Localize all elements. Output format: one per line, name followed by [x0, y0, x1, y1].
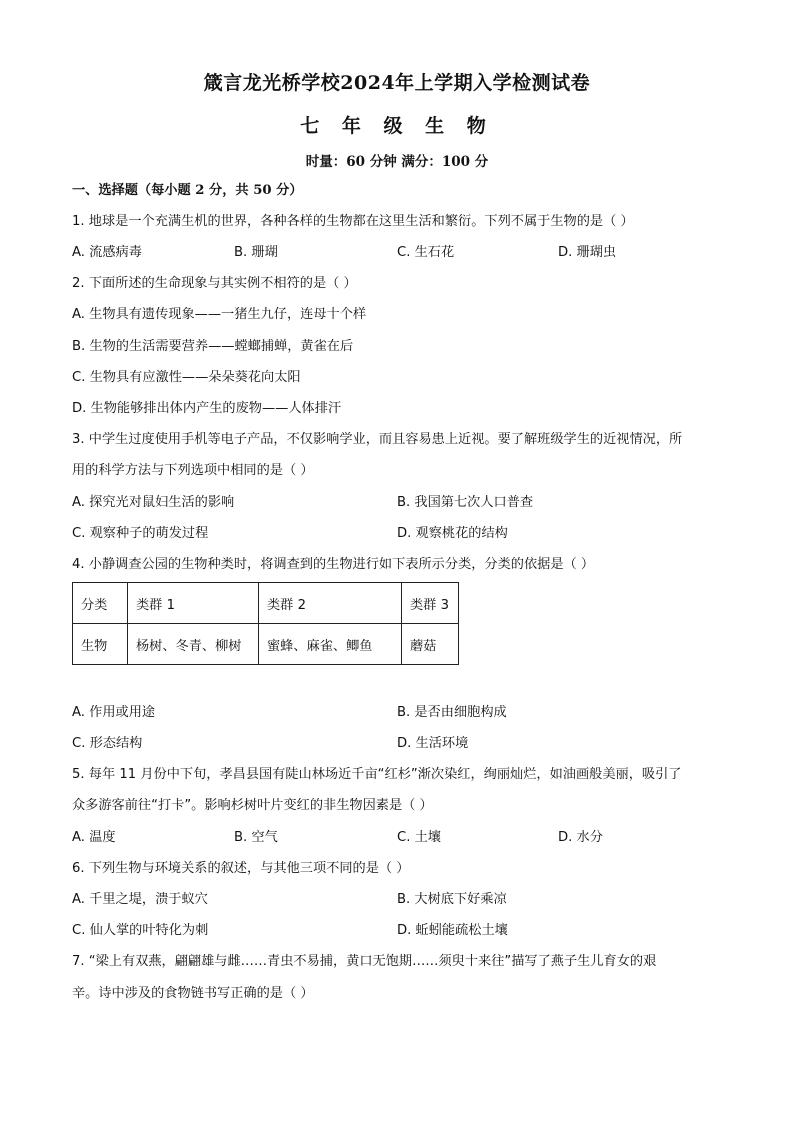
question-6-option-d: D. 蚯蚓能疏松土壤 [397, 923, 508, 938]
question-2-option-a: A. 生物具有遗传现象——一猪生九仔，连母十个样 [72, 307, 367, 322]
table-cell: 杨树、冬青、柳树 [128, 624, 259, 665]
question-1-option-b: B. 珊瑚 [234, 245, 278, 260]
table-header-cell: 类群 2 [259, 583, 402, 624]
question-1-option-c: C. 生石花 [397, 245, 455, 260]
question-3-stem-line-2: 用的科学方法与下列选项中相同的是（ ） [72, 463, 314, 478]
question-4-stem: 4. 小静调查公园的生物种类时，将调查到的生物进行如下表所示分类，分类的依据是（ ） [72, 557, 595, 572]
question-6-option-a: A. 千里之堤，溃于蚁穴 [72, 892, 208, 907]
question-1-option-d: D. 珊瑚虫 [558, 245, 617, 260]
question-2-stem: 2. 下面所述的生命现象与其实例不相符的是（ ） [72, 276, 357, 291]
question-5-option-d: D. 水分 [558, 830, 603, 845]
classification-table [72, 582, 459, 665]
question-5-option-a: A. 温度 [72, 830, 116, 845]
question-2-option-c: C. 生物具有应激性——朵朵葵花向太阳 [72, 370, 301, 385]
table-cell: 生物 [73, 624, 128, 665]
question-6-option-b: B. 大树底下好乘凉 [397, 892, 507, 907]
question-4-option-c: C. 形态结构 [72, 736, 143, 751]
question-3-option-b: B. 我国第七次人口普查 [397, 495, 534, 510]
question-6-option-c: C. 仙人掌的叶特化为刺 [72, 923, 209, 938]
question-2-option-b: B. 生物的生活需要营养——螳螂捕蝉，黄雀在后 [72, 339, 354, 354]
question-1-stem: 1. 地球是一个充满生机的世界，各种各样的生物都在这里生活和繁衍。下列不属于生物的是（ ） [72, 214, 634, 229]
question-6-stem: 6. 下列生物与环境关系的叙述，与其他三项不同的是（ ） [72, 861, 410, 876]
table-row [73, 624, 459, 665]
question-5-option-c: C. 土壤 [397, 830, 441, 845]
question-4-option-d: D. 生活环境 [397, 736, 469, 751]
question-1-option-a: A. 流感病毒 [72, 245, 142, 260]
question-3-stem-line-1: 3. 中学生过度使用手机等电子产品，不仅影响学业，而且容易患上近视。要了解班级学生的近视情况，所 [72, 432, 683, 447]
question-4-option-b: B. 是否由细胞构成 [397, 705, 507, 720]
table-cell: 蘑菇 [402, 624, 459, 665]
section-heading: 一、选择题（每小题 2 分，共 50 分） [72, 183, 303, 198]
question-5-option-b: B. 空气 [234, 830, 278, 845]
subject-title: 七 年 级 生 物 [300, 115, 494, 137]
question-3-option-c: C. 观察种子的萌发过程 [72, 526, 209, 541]
table-header-cell: 类群 1 [128, 583, 259, 624]
question-5-stem-line-2: 众多游客前往“打卡”。影响杉树叶片变红的非生物因素是（ ） [72, 798, 433, 813]
question-7-stem-line-1: 7. “梁上有双燕，翩翩雄与雌……青虫不易捕，黄口无饱期……须臾十来往”描写了燕子生儿育女的艰 [72, 954, 657, 969]
table-header-cell: 类群 3 [402, 583, 459, 624]
table-header-row [73, 583, 459, 624]
table-cell: 蜜蜂、麻雀、鲫鱼 [259, 624, 402, 665]
question-7-stem-line-2: 辛。诗中涉及的食物链书写正确的是（ ） [72, 986, 314, 1001]
question-3-option-a: A. 探究光对鼠妇生活的影响 [72, 495, 235, 510]
question-4-option-a: A. 作用或用途 [72, 705, 156, 720]
question-2-option-d: D. 生物能够排出体内产生的废物——人体排汗 [72, 401, 342, 416]
school-title: 箴言龙光桥学校2024年上学期入学检测试卷 [203, 72, 591, 94]
question-5-stem-line-1: 5. 每年 11 月份中下旬，孝昌县国有陡山林场近千亩“红杉”渐次染红，绚丽灿烂，如油画般美丽，吸引了 [72, 767, 682, 782]
question-3-option-d: D. 观察桃花的结构 [397, 526, 508, 541]
time-score-line: 时量：60 分钟 满分：100 分 [305, 154, 489, 170]
table-header-cell: 分类 [73, 583, 128, 624]
